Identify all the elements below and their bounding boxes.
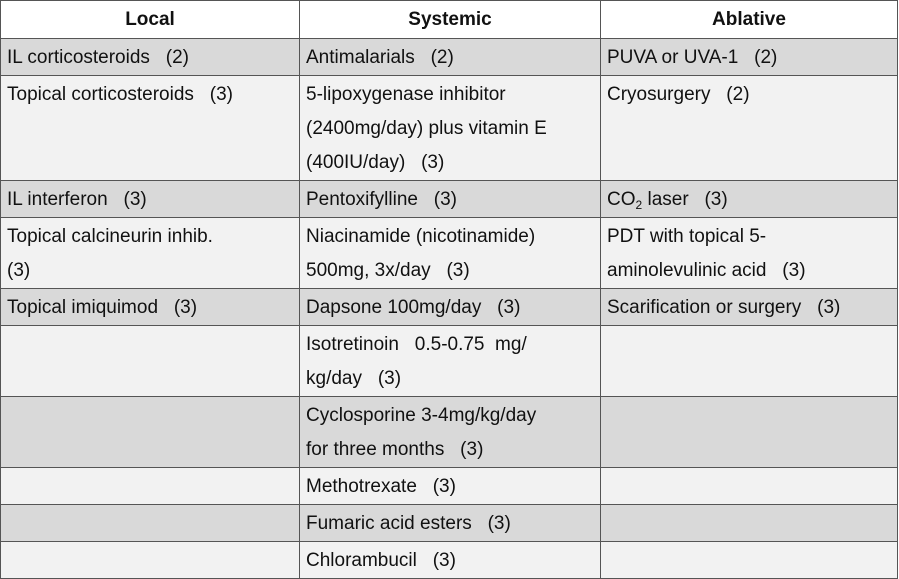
cell-systemic xyxy=(300,289,601,326)
cell-text: kg/day (3) xyxy=(306,368,402,389)
cell-systemic xyxy=(300,39,601,76)
cell-text: Topical calcineurin inhib. xyxy=(7,226,213,247)
header-ablative: Ablative xyxy=(601,1,898,39)
table-row xyxy=(1,76,898,181)
cell-text: Fumaric acid esters (3) xyxy=(306,513,511,534)
co2-suffix: laser (3) xyxy=(642,189,728,210)
cell-systemic xyxy=(300,505,601,542)
cell-text: (400IU/day) (3) xyxy=(306,152,445,173)
cell-ablative xyxy=(601,218,898,289)
cell-text: PDT with topical 5- xyxy=(607,226,767,247)
table-row xyxy=(1,505,898,542)
cell-text: Niacinamide (nicotinamide) xyxy=(306,226,536,247)
cell-ablative xyxy=(601,542,898,579)
table-row xyxy=(1,397,898,468)
cell-text: Chlorambucil (3) xyxy=(306,550,456,571)
cell-ablative xyxy=(601,181,898,218)
cell-text: Methotrexate (3) xyxy=(306,476,456,497)
header-local: Local xyxy=(1,1,300,39)
co2-subscript: 2 xyxy=(635,198,643,212)
table-row xyxy=(1,326,898,397)
cell-text: 500mg, 3x/day (3) xyxy=(306,260,470,281)
cell-ablative xyxy=(601,39,898,76)
cell-text: Dapsone 100mg/day (3) xyxy=(306,297,521,318)
table-row xyxy=(1,468,898,505)
cell-systemic xyxy=(300,218,601,289)
cell-ablative xyxy=(601,505,898,542)
cell-local xyxy=(1,542,300,579)
cell-text: for three months (3) xyxy=(306,439,484,460)
cell-text: Isotretinoin 0.5-0.75 mg/ xyxy=(306,334,527,355)
cell-systemic xyxy=(300,468,601,505)
cell-text: (2400mg/day) plus vitamin E xyxy=(306,118,547,139)
cell-ablative xyxy=(601,397,898,468)
cell-local xyxy=(1,326,300,397)
cell-systemic xyxy=(300,397,601,468)
cell-ablative xyxy=(601,468,898,505)
co2-prefix: CO xyxy=(607,189,636,210)
cell-text: 5-lipoxygenase inhibitor xyxy=(306,84,506,105)
cell-text: Scarification or surgery (3) xyxy=(607,297,841,318)
table-row xyxy=(1,289,898,326)
cell-ablative xyxy=(601,326,898,397)
cell-ablative xyxy=(601,289,898,326)
header-row xyxy=(1,1,898,39)
cell-text: Cryosurgery (2) xyxy=(607,84,750,105)
cell-local xyxy=(1,397,300,468)
cell-local xyxy=(1,289,300,326)
cell-text: Antimalarials (2) xyxy=(306,47,454,68)
cell-text-co2 xyxy=(607,183,891,217)
cell-local xyxy=(1,505,300,542)
cell-text: aminolevulinic acid (3) xyxy=(607,260,806,281)
cell-text: IL interferon (3) xyxy=(7,189,147,210)
header-systemic: Systemic xyxy=(300,1,601,39)
cell-text: Cyclosporine 3-4mg/kg/day xyxy=(306,405,537,426)
table-row xyxy=(1,181,898,218)
table-row xyxy=(1,218,898,289)
cell-local xyxy=(1,39,300,76)
cell-local xyxy=(1,468,300,505)
cell-text: Pentoxifylline (3) xyxy=(306,189,458,210)
cell-systemic xyxy=(300,76,601,181)
table-row xyxy=(1,542,898,579)
cell-text: Topical corticosteroids (3) xyxy=(7,84,233,105)
cell-systemic xyxy=(300,326,601,397)
cell-local xyxy=(1,181,300,218)
cell-text: (3) xyxy=(7,260,31,281)
cell-systemic xyxy=(300,181,601,218)
cell-text: PUVA or UVA-1 (2) xyxy=(607,47,778,68)
cell-local xyxy=(1,218,300,289)
cell-systemic xyxy=(300,542,601,579)
table-row xyxy=(1,39,898,76)
cell-text: Topical imiquimod (3) xyxy=(7,297,198,318)
cell-ablative xyxy=(601,76,898,181)
cell-text: IL corticosteroids (2) xyxy=(7,47,189,68)
cell-local xyxy=(1,76,300,181)
